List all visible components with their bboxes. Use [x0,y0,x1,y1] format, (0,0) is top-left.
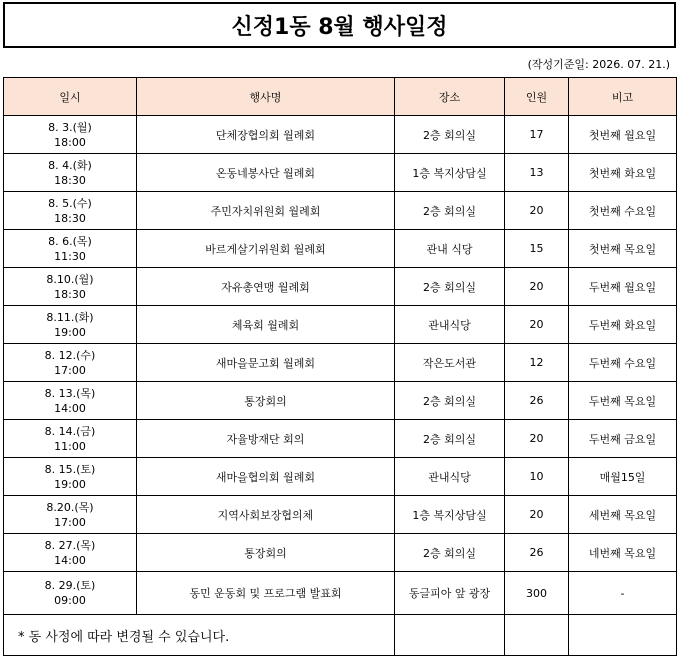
cell-place: 2층 회의실 [395,192,505,230]
cell-event: 자율방재단 회의 [137,420,395,458]
header-date: 일시 [4,78,137,116]
table-row [4,420,677,458]
cell-date: 8. 13.(목) [44,386,96,400]
cell-count: 20 [505,496,569,534]
cell-datetime [4,382,137,420]
cell-remark: 매월15일 [569,458,677,496]
cell-count: 10 [505,458,569,496]
page-title: 신정1동 8월 행사일정 [3,2,676,48]
cell-date: 8. 5.(수) [48,196,92,210]
cell-place: 2층 회의실 [395,382,505,420]
cell-date: 8.10.(월) [46,272,94,286]
cell-event: 주민자치위원회 월례회 [137,192,395,230]
table-row [4,496,677,534]
cell-count: 20 [505,306,569,344]
cell-date: 8.20.(목) [46,500,94,514]
cell-time: 18:30 [54,211,86,225]
cell-date: 8. 6.(목) [48,234,92,248]
table-row [4,344,677,382]
cell-place: 작은도서관 [395,344,505,382]
cell-remark: 네번째 목요일 [569,534,677,572]
cell-time: 17:00 [54,363,86,377]
cell-place: 2층 회의실 [395,534,505,572]
cell-time: 18:00 [54,135,86,149]
cell-remark: 첫번째 화요일 [569,154,677,192]
cell-date: 8. 4.(화) [48,158,92,172]
cell-remark: 첫번째 월요일 [569,116,677,154]
table-row [4,572,677,615]
cell-count: 20 [505,192,569,230]
cell-remark: 두번째 목요일 [569,382,677,420]
cell-event: 동민 운동회 및 프로그램 발표회 [137,572,395,615]
note-empty-cell [569,615,677,656]
cell-datetime [4,420,137,458]
cell-place: 관내 식당 [395,230,505,268]
cell-datetime [4,534,137,572]
cell-datetime [4,572,137,615]
cell-datetime [4,496,137,534]
cell-event: 지역사회보장협의체 [137,496,395,534]
cell-event: 체육회 월례회 [137,306,395,344]
cell-event: 바르게살기위원회 월례회 [137,230,395,268]
cell-time: 18:30 [54,287,86,301]
cell-remark: 첫번째 수요일 [569,192,677,230]
cell-remark: 세번째 목요일 [569,496,677,534]
cell-date: 8. 3.(월) [48,120,92,134]
cell-count: 26 [505,382,569,420]
cell-count: 26 [505,534,569,572]
cell-datetime [4,458,137,496]
cell-datetime [4,306,137,344]
cell-count: 20 [505,420,569,458]
cell-date: 8. 29.(토) [44,579,96,592]
cell-datetime [4,268,137,306]
cell-count: 12 [505,344,569,382]
cell-place: 2층 회의실 [395,116,505,154]
cell-datetime [4,230,137,268]
cell-place: 1층 복지상담실 [395,496,505,534]
table-row [4,230,677,268]
cell-place: 1층 복지상담실 [395,154,505,192]
cell-event: 통장회의 [137,382,395,420]
table-row [4,192,677,230]
note-empty-cell [505,615,569,656]
cell-time: 14:00 [54,401,86,415]
cell-time: 18:30 [54,173,86,187]
cell-event: 자유총연맹 월례회 [137,268,395,306]
cell-place: 관내식당 [395,458,505,496]
cell-place: 관내식당 [395,306,505,344]
schedule-table [3,77,677,656]
note-empty-cell [395,615,505,656]
cell-place: 2층 회의실 [395,268,505,306]
cell-time: 19:00 [54,325,86,339]
cell-datetime [4,116,137,154]
header-remark: 비고 [569,78,677,116]
cell-date: 8. 27.(목) [44,538,96,552]
cell-count: 20 [505,268,569,306]
cell-count: 13 [505,154,569,192]
cell-datetime [4,192,137,230]
table-row [4,382,677,420]
table-row [4,154,677,192]
cell-event: 새마을협의회 월례회 [137,458,395,496]
cell-date: 8.11.(화) [46,310,94,324]
cell-place: 2층 회의실 [395,420,505,458]
cell-event: 온동네봉사단 월례회 [137,154,395,192]
table-row [4,306,677,344]
table-row [4,458,677,496]
cell-time: 11:00 [54,439,86,453]
cell-remark: 두번째 수요일 [569,344,677,382]
cell-datetime [4,344,137,382]
table-row [4,534,677,572]
cell-count: 300 [505,572,569,615]
cell-remark: 첫번째 목요일 [569,230,677,268]
table-row [4,116,677,154]
cell-event: 단체장협의회 월례회 [137,116,395,154]
table-row [4,268,677,306]
header-event: 행사명 [137,78,395,116]
note-row [4,615,677,656]
basis-date: (작성기준일: 2026. 07. 21.) [527,58,670,71]
cell-count: 15 [505,230,569,268]
cell-time: 11:30 [54,249,86,263]
schedule-body [4,116,677,615]
header-row [4,78,677,116]
cell-time: 09:00 [54,594,86,607]
cell-event: 새마을문고회 월례회 [137,344,395,382]
cell-datetime [4,154,137,192]
cell-time: 14:00 [54,553,86,567]
cell-date: 8. 15.(토) [44,462,96,476]
header-place: 장소 [395,78,505,116]
cell-remark: 두번째 금요일 [569,420,677,458]
cell-remark: 두번째 월요일 [569,268,677,306]
cell-remark: 두번째 화요일 [569,306,677,344]
cell-date: 8. 12.(수) [44,348,96,362]
cell-remark: - [569,572,677,615]
cell-event: 통장회의 [137,534,395,572]
cell-date: 8. 14.(금) [44,424,96,438]
header-count: 인원 [505,78,569,116]
cell-place: 동글피아 앞 광장 [395,572,505,615]
note-text: * 동 사정에 따라 변경될 수 있습니다. [4,615,395,656]
cell-time: 19:00 [54,477,86,491]
cell-count: 17 [505,116,569,154]
cell-time: 17:00 [54,515,86,529]
